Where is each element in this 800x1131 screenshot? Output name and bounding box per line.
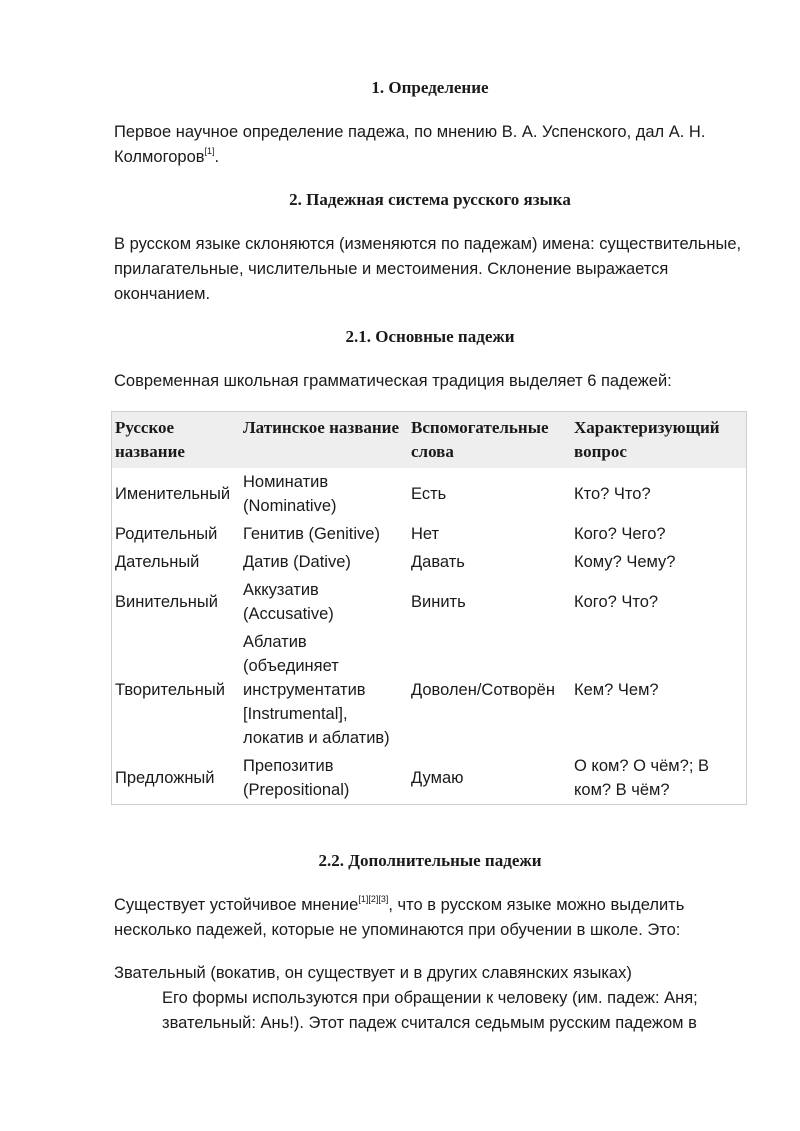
footnote-refs[interactable]: [1][2][3] bbox=[358, 893, 389, 904]
section-heading-case-system: 2. Падежная система русского языка bbox=[289, 190, 571, 209]
table-cell: Винительный bbox=[115, 593, 218, 611]
cases-table bbox=[112, 412, 746, 804]
table-row bbox=[112, 468, 746, 520]
table-cell: Винить bbox=[411, 593, 466, 611]
table-row bbox=[112, 628, 746, 752]
footnote-ref[interactable]: [1] bbox=[204, 145, 215, 156]
definition-paragraph bbox=[114, 120, 746, 170]
table-cell: Кого? Что? bbox=[574, 593, 659, 611]
column-header: Характеризующий вопрос bbox=[574, 418, 720, 461]
table-cell: Датив (Dative) bbox=[243, 553, 351, 571]
column-header: Вспомогательные слова bbox=[411, 418, 549, 461]
section-heading-definition: 1. Определение bbox=[371, 78, 489, 97]
case-system-paragraph: В русском языке склоняются (изменяются по падежам) имена: существительные, прилагательные, числительные и местоимения. Склонение выражается окончанием. bbox=[114, 235, 742, 303]
table-row bbox=[112, 752, 746, 804]
additional-cases-text-start: Существует устойчивое мнение bbox=[114, 896, 359, 914]
additional-cases-text-end: , что в русском языке можно выделить несколько падежей, которые не упоминаются при обучении в школе. Это: bbox=[114, 896, 685, 939]
table-cell: Родительный bbox=[115, 525, 218, 543]
table-cell: Аккузатив (Accusative) bbox=[243, 581, 334, 623]
table-cell: Препозитив (Prepositional) bbox=[243, 757, 350, 799]
table-cell: Номинатив (Nominative) bbox=[243, 473, 337, 515]
table-row bbox=[112, 576, 746, 628]
cases-table-container bbox=[111, 411, 747, 805]
table-header-row bbox=[112, 412, 746, 468]
section-heading-additional-cases: 2.2. Дополнительные падежи bbox=[318, 851, 542, 870]
table-cell: Аблатив (объединяет инструментатив [Instrumental], локатив и аблатив) bbox=[243, 633, 390, 747]
definition-description-vocative: Его формы используются при обращении к человеку (им. падеж: Аня; звательный: Ань!). Этот падеж считался седьмым русским падежом в bbox=[162, 989, 698, 1032]
main-cases-intro: Современная школьная грамматическая традиция выделяет 6 падежей: bbox=[114, 372, 672, 390]
table-cell: Именительный bbox=[115, 485, 231, 503]
section-heading-main-cases: 2.1. Основные падежи bbox=[345, 327, 515, 346]
table-cell: Доволен/Сотворён bbox=[411, 681, 555, 699]
table-cell: Генитив (Genitive) bbox=[243, 525, 380, 543]
column-header: Латинское название bbox=[243, 418, 400, 437]
table-cell: Кто? Что? bbox=[574, 485, 651, 503]
table-cell: Творительный bbox=[115, 681, 225, 699]
table-cell: Кем? Чем? bbox=[574, 681, 659, 699]
table-cell: Давать bbox=[411, 553, 465, 571]
definition-tail: . bbox=[214, 148, 220, 166]
table-cell: Дательный bbox=[115, 553, 200, 571]
definition-term-vocative: Звательный (вокатив, он существует и в других славянских языках) bbox=[114, 964, 632, 982]
table-cell: Кого? Чего? bbox=[574, 525, 666, 543]
table-row bbox=[112, 548, 746, 576]
table-cell: Предложный bbox=[115, 769, 215, 787]
table-row bbox=[112, 520, 746, 548]
table-cell: О ком? О чём?; В ком? В чём? bbox=[574, 757, 709, 799]
column-header: Русское название bbox=[115, 418, 185, 461]
table-cell: Думаю bbox=[411, 769, 464, 787]
table-cell: Нет bbox=[411, 525, 440, 543]
definition-text: Первое научное определение падежа, по мнению В. А. Успенского, дал А. Н. Колмогоров bbox=[114, 123, 706, 166]
table-cell: Кому? Чему? bbox=[574, 553, 676, 571]
additional-cases-paragraph bbox=[114, 893, 746, 943]
table-cell: Есть bbox=[411, 485, 447, 503]
